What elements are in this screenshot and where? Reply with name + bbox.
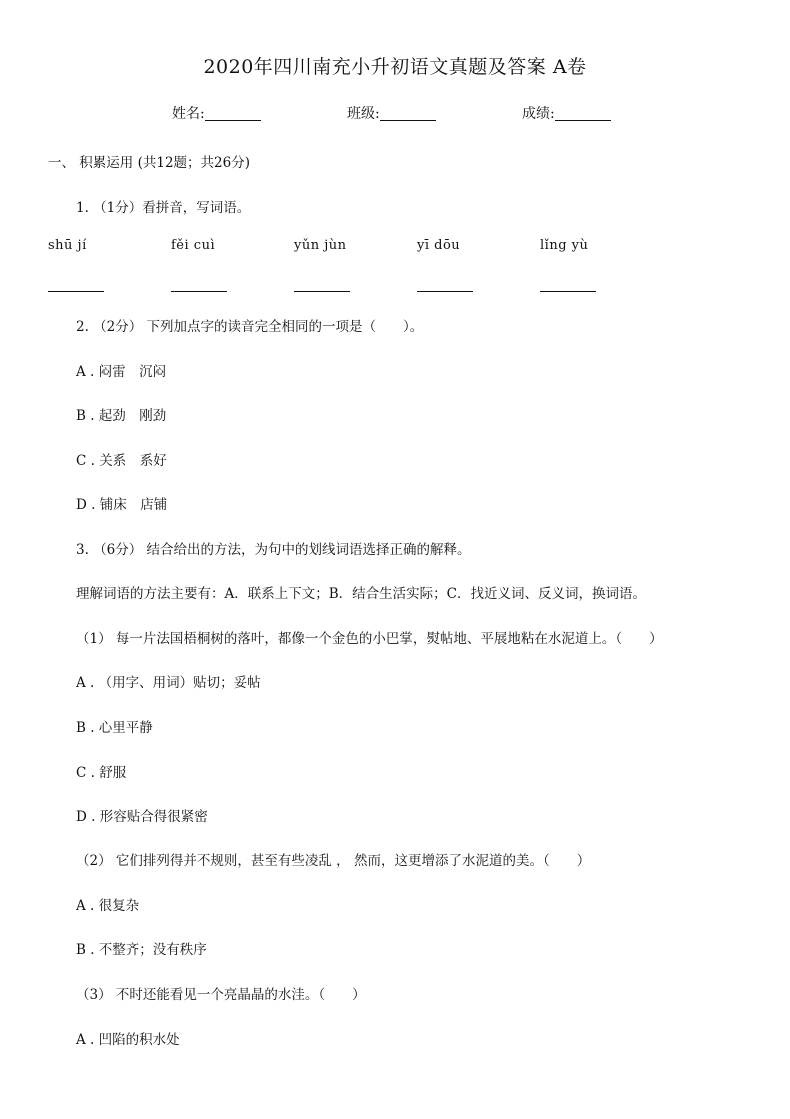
answer-blank-2[interactable]: [171, 291, 227, 292]
q3-sub2-option-a[interactable]: A . 很复杂: [76, 898, 140, 914]
page-title: 2020年四川南充小升初语文真题及答案 A卷: [203, 56, 587, 78]
pinyin-2: fěi cuì: [171, 238, 216, 253]
answer-blank-3[interactable]: [294, 291, 350, 292]
answer-blank-5[interactable]: [540, 291, 596, 292]
q2-option-a[interactable]: A . 闷雷 沉闷: [76, 364, 167, 380]
q3-sub1-option-d[interactable]: D . 形容贴合得很紧密: [76, 809, 208, 825]
section-heading: 一、 积累运用 (共12题；共26分): [48, 155, 250, 171]
class-label: 班级:: [347, 106, 380, 122]
question-2-stem: 2. （2分） 下列加点字的读音完全相同的一项是（ ）。: [76, 319, 424, 335]
q3-sub3-text: （3） 不时还能看见一个亮晶晶的水洼。（ ）: [76, 987, 366, 1003]
class-blank[interactable]: [380, 106, 436, 121]
score-field: [522, 103, 611, 123]
score-blank[interactable]: [555, 106, 611, 121]
pinyin-3: yǔn jùn: [294, 238, 347, 253]
name-field: [172, 103, 261, 123]
q3-sub1-option-c[interactable]: C . 舒服: [76, 765, 127, 781]
name-label: 姓名:: [172, 106, 205, 122]
q3-sub2-text: （2） 它们排列得并不规则，甚至有些凌乱 ， 然而，这更增添了水泥道的美。（ ）: [76, 853, 591, 869]
q3-sub1-option-b[interactable]: B . 心里平静: [76, 720, 153, 736]
pinyin-1: shū jí: [48, 238, 87, 253]
answer-blank-1[interactable]: [48, 291, 104, 292]
score-label: 成绩:: [522, 106, 555, 122]
pinyin-5: lǐng yù: [540, 238, 589, 253]
q2-option-c[interactable]: C . 关系 系好: [76, 453, 167, 469]
q2-option-d[interactable]: D . 铺床 店铺: [76, 497, 168, 513]
q2-option-b[interactable]: B . 起劲 刚劲: [76, 408, 167, 424]
class-field: [347, 103, 436, 123]
pinyin-4: yī dōu: [417, 238, 461, 253]
q3-sub1-text: （1） 每一片法国梧桐树的落叶，都像一个金色的小巴掌，熨帖地、平展地粘在水泥道上。（ ）: [76, 631, 663, 647]
question-1-stem: 1. （1分）看拼音，写词语。: [76, 200, 251, 216]
name-blank[interactable]: [205, 106, 261, 121]
q3-sub2-option-b[interactable]: B . 不整齐；没有秩序: [76, 942, 207, 958]
question-3-stem: 3. （6分） 结合给出的方法，为句中的划线词语选择正确的解释。: [76, 542, 471, 558]
q3-sub1-option-a[interactable]: A . （用字、用词）贴切；妥帖: [76, 675, 261, 691]
question-3-method: 理解词语的方法主要有：A．联系上下文；B．结合生活实际；C．找近义词、反义词，换词语。: [76, 586, 646, 602]
answer-blank-4[interactable]: [417, 291, 473, 292]
q3-sub3-option-a[interactable]: A . 凹陷的积水处: [76, 1032, 180, 1048]
